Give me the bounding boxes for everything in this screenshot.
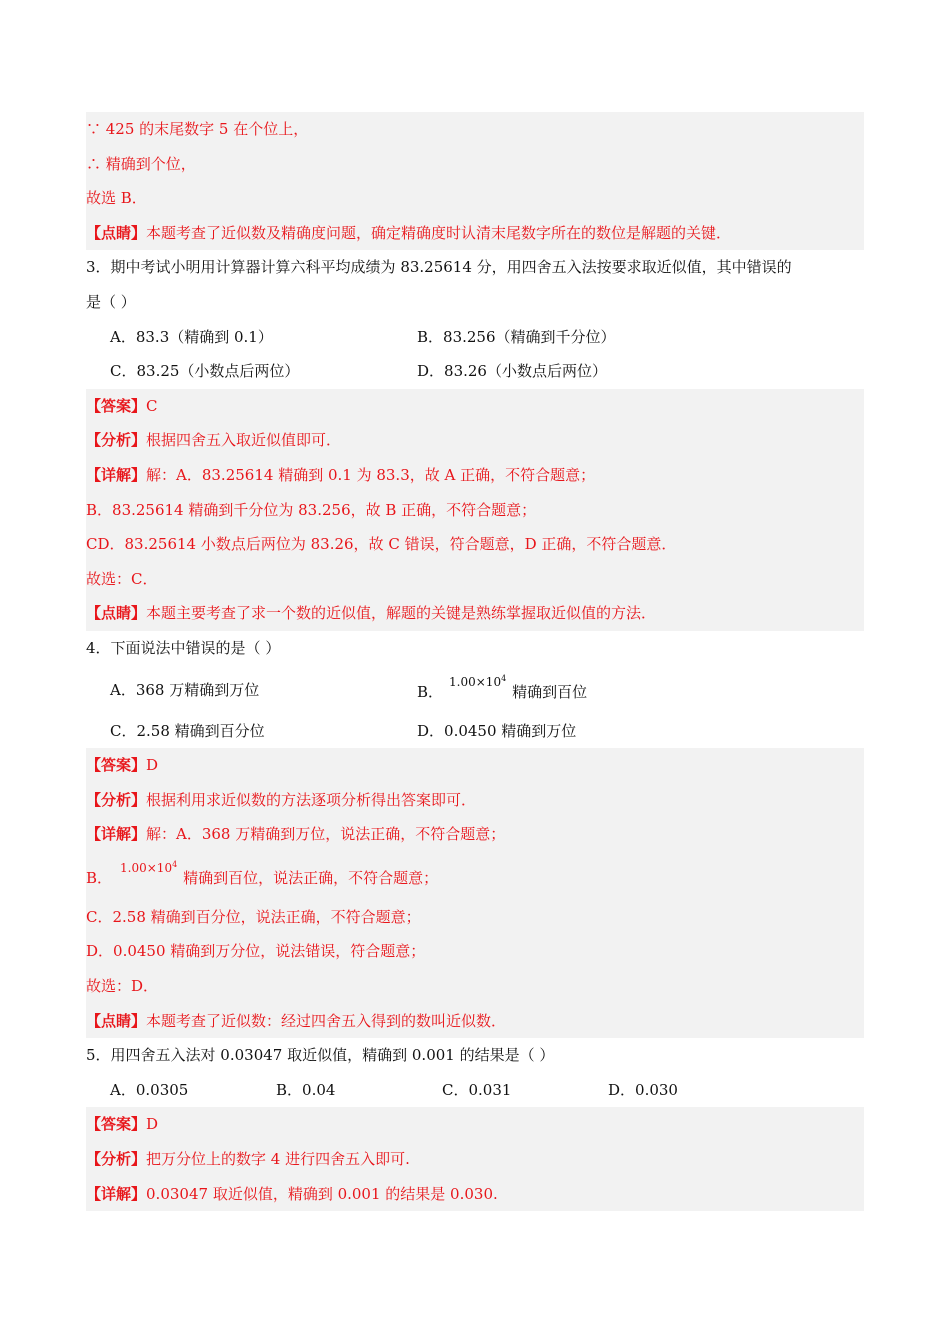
- q2-solution-box: [86, 112, 864, 250]
- q3-detail-text1: 解：A．83.25614 精确到 0.1 为 83.3，故 A 正确，不符合题意；: [146, 465, 596, 484]
- analysis-tag: 【分析】: [86, 1150, 147, 1169]
- q4-option-b-prefix: B．: [417, 682, 444, 701]
- q3-stem-line1: 3．期中考试小明用计算器计算六科平均成绩为 83.25614 分，用四舍五入法按要求取近似值，其中错误的: [86, 258, 792, 277]
- analysis-tag: 【分析】: [86, 431, 147, 450]
- q3-answer: C: [146, 396, 158, 415]
- q3-answer-line: [86, 389, 864, 424]
- q4-answer: D: [146, 756, 159, 775]
- sci-mantissa: 1.00×10: [449, 674, 502, 689]
- q4-detail-line2-suffix: 精确到百位，说法正确，不符合题意；: [183, 868, 439, 887]
- q4-detail-line3: C．2.58 精确到百分位，说法正确，不符合题意；: [86, 907, 421, 926]
- q3-detail-line2: B．83.25614 精确到千分位为 83.256，故 B 正确，不符合题意；: [86, 500, 537, 519]
- q3-option-b: B．83.256（精确到千分位）: [417, 327, 616, 346]
- q5-answer: D: [146, 1115, 159, 1134]
- analysis-tag: 【分析】: [86, 790, 147, 809]
- q3-detail-line1: [86, 458, 864, 493]
- q4-solution-box: [86, 748, 864, 1038]
- answer-tag: 【答案】: [86, 1115, 147, 1134]
- q4-option-c: C．2.58 精确到百分位: [110, 721, 265, 740]
- q3-options-row1: [86, 320, 864, 355]
- detail-tag: 【详解】: [86, 1184, 147, 1203]
- q3-options-row2: [86, 354, 864, 389]
- q3-analysis: 根据四舍五入取近似值即可．: [146, 431, 342, 450]
- q5-detail-text: 0.03047 取近似值，精确到 0.001 的结果是 0.030.: [146, 1184, 498, 1203]
- q3-comment-line: [86, 596, 864, 631]
- q5-analysis-line: [86, 1142, 864, 1177]
- q3-stem-line2: 是（ ）: [86, 292, 136, 311]
- q5-detail-line: [86, 1177, 864, 1212]
- q3-comment-text: 本题主要考查了求一个数的近似值，解题的关键是熟练掌握取近似值的方法．: [146, 604, 657, 623]
- q5-answer-line: [86, 1107, 864, 1142]
- q4-options-row1: [86, 666, 864, 714]
- q3-option-a: A．83.3（精确到 0.1）: [110, 327, 273, 346]
- comment-tag: 【点睛】: [86, 604, 147, 623]
- q4-detail-line2: [86, 852, 864, 900]
- answer-tag: 【答案】: [86, 756, 147, 775]
- q5-option-a: A．0.0305: [110, 1080, 189, 1099]
- answer-tag: 【答案】: [86, 396, 147, 415]
- q4-detail-line4: D．0.0450 精确到万分位，说法错误，符合题意；: [86, 942, 426, 961]
- q4-option-b: [417, 666, 587, 714]
- q2-conclusion-line: ∴ 精确到个位，: [86, 154, 196, 173]
- q5-solution-box: [86, 1107, 864, 1211]
- q4-option-b-sci: [449, 675, 506, 689]
- q4-option-a: A．368 万精确到万位: [110, 680, 260, 699]
- q2-reason-line: ∵ 425 的末尾数字 5 在个位上，: [86, 120, 309, 138]
- q4-analysis: 根据利用求近似数的方法逐项分析得出答案即可．: [146, 790, 477, 809]
- q5-stem: 5．用四舍五入法对 0.03047 取近似值，精确到 0.001 的结果是（ ）: [86, 1046, 555, 1065]
- comment-tag: 【点睛】: [86, 1011, 147, 1030]
- q4-analysis-line: [86, 783, 864, 818]
- q5-option-d: D．0.030: [608, 1080, 678, 1099]
- q4-detail-sci: [120, 861, 177, 875]
- comment-tag: 【点睛】: [86, 223, 147, 242]
- q3-analysis-line: [86, 423, 864, 458]
- detail-tag: 【详解】: [86, 465, 147, 484]
- q4-option-b-suffix: 精确到百位: [512, 682, 588, 701]
- q4-detail-line5: 故选：D．: [86, 977, 159, 996]
- q2-comment-text: 本题考查了近似数及精确度问题，确定精确度时认清末尾数字所在的数位是解题的关键．: [146, 223, 732, 242]
- q2-comment-line: [86, 216, 864, 251]
- q4-stem: 4．下面说法中错误的是（ ）: [86, 638, 281, 657]
- q3-detail-line4: 故选：C．: [86, 569, 158, 588]
- q2-choice-line: 故选 B．: [86, 189, 147, 208]
- q5-analysis: 把万分位上的数字 4 进行四舍五入即可.: [146, 1150, 410, 1169]
- q4-answer-line: [86, 748, 864, 783]
- sci-mantissa: 1.00×10: [120, 860, 173, 875]
- document-page: [86, 112, 864, 1211]
- q5-option-c: C．0.031: [442, 1080, 512, 1099]
- q4-options-row2: [86, 714, 864, 749]
- q3-solution-box: [86, 389, 864, 631]
- q4-comment-line: [86, 1004, 864, 1039]
- q3-option-c: C．83.25（小数点后两位）: [110, 362, 300, 381]
- q3-detail-line3: CD．83.25614 小数点后两位为 83.26，故 C 错误，符合题意，D 正确，不符合题意．: [86, 535, 677, 554]
- q4-detail-text1: 解：A．368 万精确到万位，说法正确，不符合题意；: [146, 825, 506, 844]
- sci-exponent: 4: [501, 673, 507, 683]
- q5-options-row: [86, 1073, 864, 1108]
- q4-detail-line2-prefix: B．: [86, 868, 113, 887]
- q5-option-b: B．0.04: [276, 1080, 336, 1099]
- sci-exponent: 4: [172, 859, 178, 869]
- detail-tag: 【详解】: [86, 825, 147, 844]
- q4-option-d: D．0.0450 精确到万位: [417, 721, 577, 740]
- q4-detail-line1: [86, 817, 864, 852]
- q3-option-d: D．83.26（小数点后两位）: [417, 362, 607, 381]
- q4-comment-text: 本题考查了近似数：经过四舍五入得到的数叫近似数．: [146, 1011, 507, 1030]
